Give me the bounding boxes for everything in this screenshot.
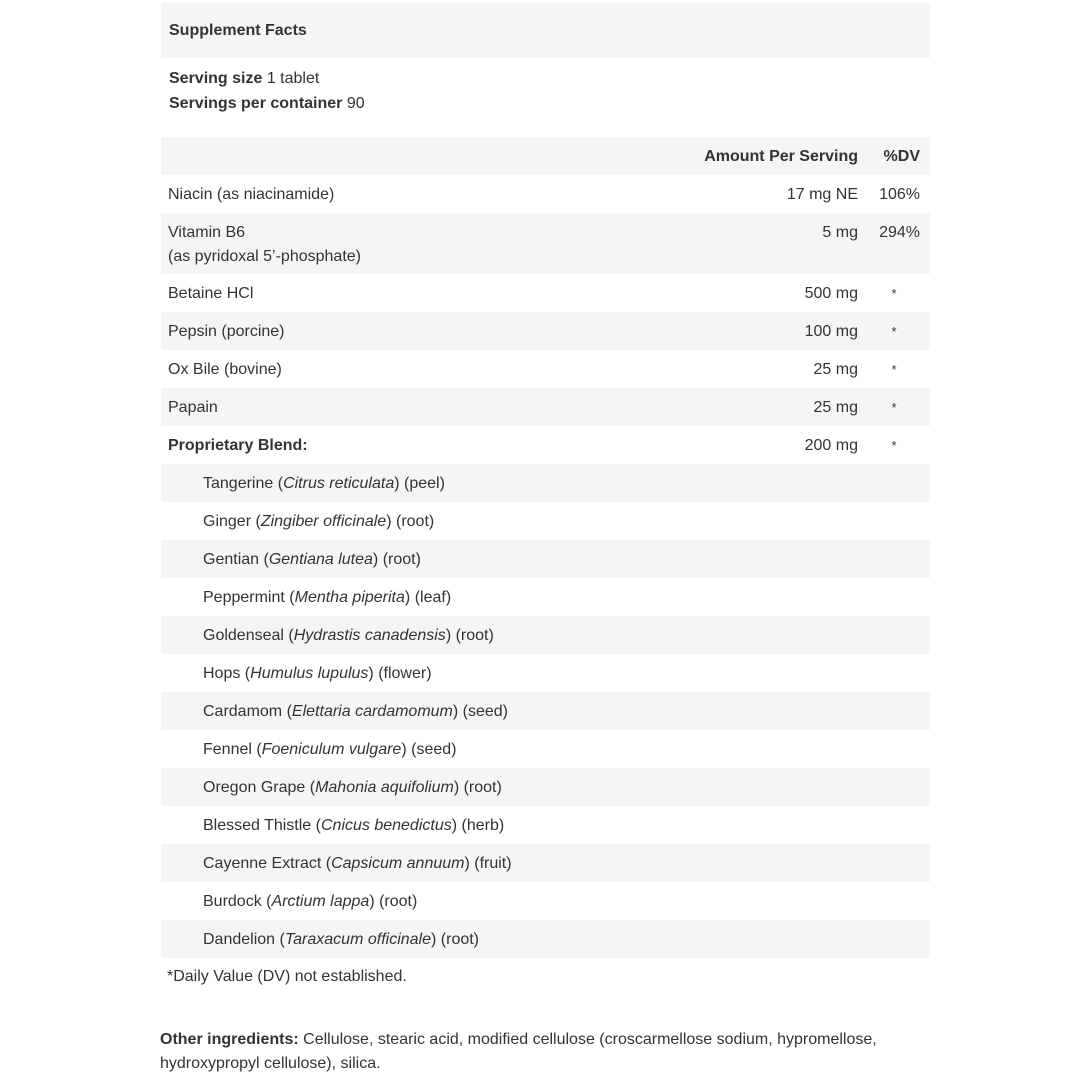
blend-latin-name: Humulus lupulus [250, 665, 369, 682]
blend-ingredient: Ginger (Zingiber officinale) (root) [203, 513, 435, 530]
servings-per-container-label: Servings per container [169, 95, 343, 112]
serving-size [169, 66, 922, 91]
blend-common-name: Blessed Thistle [203, 817, 312, 834]
table-row [161, 692, 930, 730]
blend-common-name: Dandelion [203, 931, 276, 948]
blend-ingredient: Dandelion (Taraxacum officinale) (root) [203, 931, 480, 948]
table-header [161, 137, 930, 175]
table-row [161, 175, 930, 213]
blend-common-name: Goldenseal [203, 627, 284, 644]
table-row [161, 654, 930, 692]
blend-part: (seed) [411, 741, 457, 758]
blend-latin-name: Taraxacum officinale [284, 931, 431, 948]
blend-ingredient: Gentian (Gentiana lutea) (root) [203, 551, 421, 568]
blend-latin-name: Capsicum annuum [331, 855, 465, 872]
servings-per-container-value: 90 [346, 95, 365, 112]
nutrient-amount: 100 mg [804, 323, 858, 340]
table-row [161, 426, 930, 464]
nutrient-dv: * [891, 400, 897, 415]
blend-common-name: Ginger [203, 513, 252, 530]
table-row [161, 388, 930, 426]
blend-part: (peel) [404, 475, 445, 492]
table-row [161, 213, 930, 274]
panel-title: Supplement Facts [161, 3, 930, 58]
nutrient-name-text: Ox Bile (bovine) [168, 361, 282, 378]
blend-latin-name: Mentha piperita [294, 589, 405, 606]
blend-common-name: Oregon Grape [203, 779, 306, 796]
nutrient-amount: 25 mg [813, 399, 858, 416]
blend-part: (seed) [462, 703, 509, 720]
nutrient-name-text: Pepsin (porcine) [168, 323, 285, 340]
dv-footnote: *Daily Value (DV) not established. [167, 968, 407, 985]
blend-latin-name: Gentiana lutea [268, 551, 373, 568]
blend-part: (fruit) [474, 855, 512, 872]
amount-header: Amount Per Serving [704, 148, 858, 165]
blend-common-name: Cayenne Extract [203, 855, 322, 872]
nutrient-name-text: Proprietary Blend: [168, 437, 308, 454]
blend-part: (root) [379, 893, 418, 910]
nutrient-dv: * [891, 362, 897, 377]
blend-common-name: Peppermint [203, 589, 285, 606]
servings-per-container [169, 91, 922, 116]
blend-latin-name: Cnicus benedictus [320, 817, 452, 834]
table-row [161, 844, 930, 882]
nutrient-name [168, 426, 658, 458]
blend-ingredient: Oregon Grape (Mahonia aquifolium) (root) [203, 779, 502, 796]
supplement-facts-panel [161, 3, 930, 988]
blend-ingredient: Fennel (Foeniculum vulgare) (seed) [203, 741, 457, 758]
blend-common-name: Hops [203, 665, 241, 682]
nutrient-name [168, 350, 658, 382]
blend-ingredient: Cayenne Extract (Capsicum annuum) (fruit) [203, 855, 512, 872]
nutrient-name [168, 388, 658, 420]
nutrient-name [168, 213, 658, 269]
blend-part: (root) [455, 627, 494, 644]
nutrient-amount: 500 mg [804, 285, 858, 302]
table-row [161, 768, 930, 806]
table-row [161, 920, 930, 958]
blend-latin-name: Elettaria cardamomum [291, 703, 453, 720]
table-row [161, 350, 930, 388]
nutrient-name-text: Betaine HCl [168, 285, 254, 302]
table-row [161, 502, 930, 540]
blend-latin-name: Hydrastis canadensis [293, 627, 446, 644]
blend-part: (root) [440, 931, 480, 948]
blend-ingredient: Burdock (Arctium lappa) (root) [203, 893, 418, 910]
other-ingredients [160, 1028, 930, 1076]
nutrient-name-text: Niacin (as niacinamide) [168, 186, 335, 203]
nutrient-name [168, 274, 658, 306]
blend-latin-name: Foeniculum vulgare [261, 741, 402, 758]
table-row [161, 882, 930, 920]
table-row [161, 730, 930, 768]
nutrient-name-text: Vitamin B6 [168, 224, 246, 241]
blend-part: (herb) [461, 817, 505, 834]
nutrient-name [168, 312, 658, 344]
blend-latin-name: Arctium lappa [271, 893, 370, 910]
serving-size-label: Serving size [169, 70, 263, 87]
nutrient-dv: * [891, 286, 897, 301]
blend-part: (root) [463, 779, 502, 796]
blend-latin-name: Citrus reticulata [283, 475, 395, 492]
blend-part: (root) [382, 551, 421, 568]
blend-ingredient: Peppermint (Mentha piperita) (leaf) [203, 589, 452, 606]
nutrient-amount: 200 mg [804, 437, 858, 454]
blend-common-name: Fennel [203, 741, 252, 758]
blend-ingredient: Blessed Thistle (Cnicus benedictus) (herb) [203, 817, 505, 834]
table-row [161, 312, 930, 350]
nutrient-amount: 17 mg NE [786, 186, 858, 203]
nutrient-dv: 106% [879, 186, 920, 203]
other-ingredients-text: Cellulose, stearic acid, modified cellulose (croscarmellose sodium, hypromellose, hydroxypropyl cellulose), silica. [160, 1031, 877, 1072]
blend-common-name: Cardamom [203, 703, 283, 720]
dv-header: %DV [883, 148, 920, 165]
table-row [161, 616, 930, 654]
other-ingredients-label: Other ingredients: [160, 1031, 299, 1048]
serving-info [161, 58, 930, 116]
blend-part: (leaf) [414, 589, 452, 606]
blend-latin-name: Zingiber officinale [260, 513, 387, 530]
table-row [161, 578, 930, 616]
nutrient-dv: * [891, 438, 897, 453]
table-row [161, 540, 930, 578]
blend-part: (flower) [378, 665, 432, 682]
nutrient-name-text: Papain [168, 399, 218, 416]
blend-ingredient: Cardamom (Elettaria cardamomum) (seed) [203, 703, 509, 720]
table-row [161, 274, 930, 312]
blend-common-name: Gentian [203, 551, 260, 568]
nutrient-amount: 25 mg [813, 361, 858, 378]
blend-ingredient: Hops (Humulus lupulus) (flower) [203, 665, 432, 682]
table-row [161, 806, 930, 844]
nutrient-subtext: (as pyridoxal 5’-phosphate) [168, 248, 361, 265]
table-row [161, 464, 930, 502]
facts-table [161, 137, 930, 958]
nutrient-dv: * [891, 324, 897, 339]
blend-ingredient: Goldenseal (Hydrastis canadensis) (root) [203, 627, 494, 644]
blend-common-name: Burdock [203, 893, 262, 910]
nutrient-dv: 294% [879, 224, 920, 241]
serving-size-value: 1 tablet [266, 70, 320, 87]
nutrient-name [168, 175, 658, 207]
nutrient-amount: 5 mg [822, 224, 858, 241]
blend-ingredient: Tangerine (Citrus reticulata) (peel) [203, 475, 445, 492]
blend-latin-name: Mahonia aquifolium [315, 779, 454, 796]
blend-part: (root) [396, 513, 435, 530]
blend-common-name: Tangerine [203, 475, 274, 492]
